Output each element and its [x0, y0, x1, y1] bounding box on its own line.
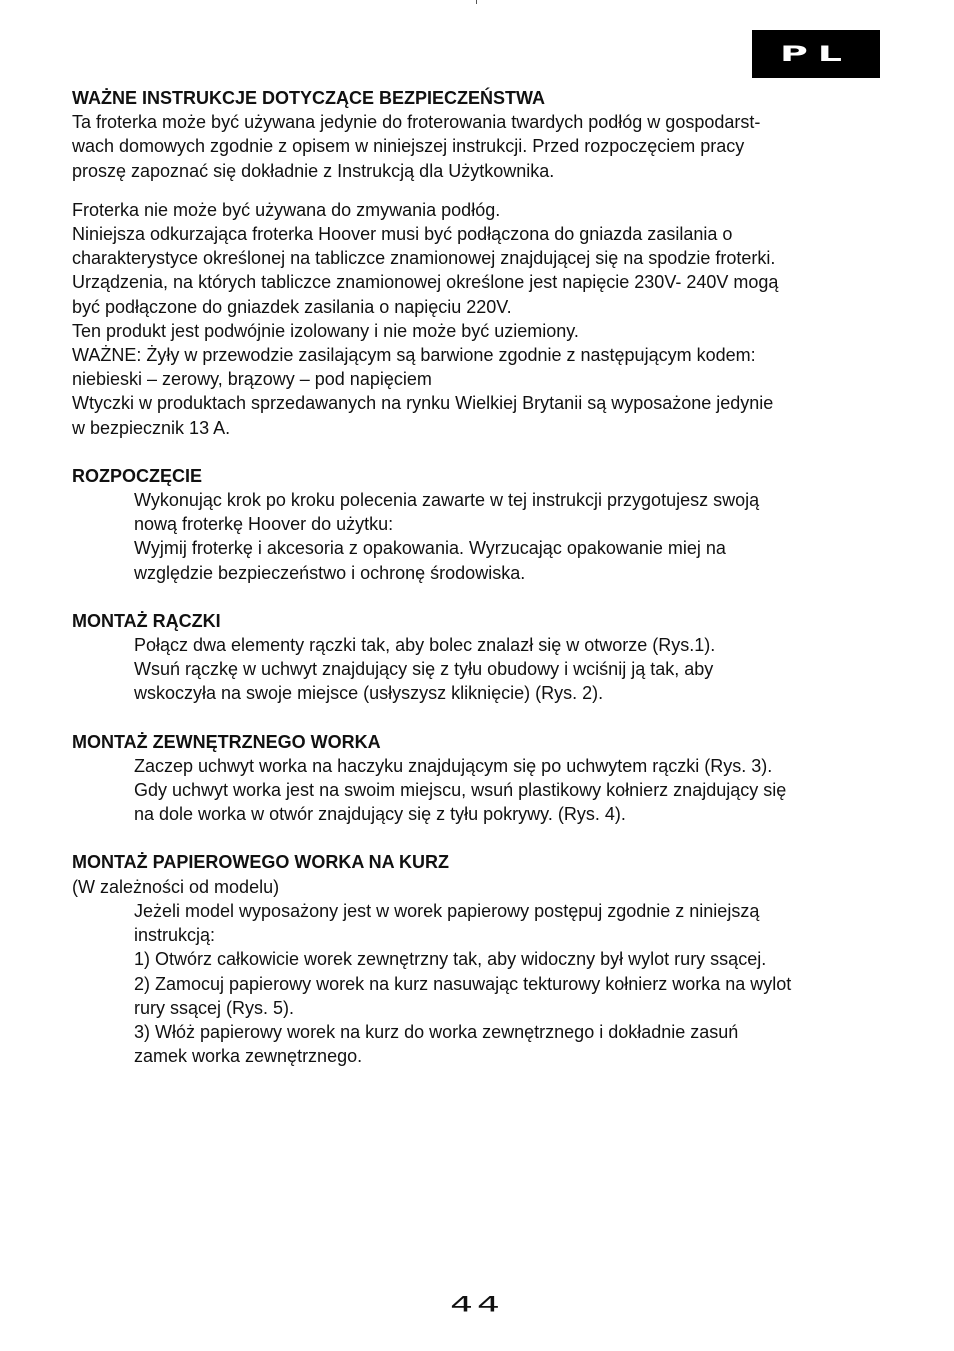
section-heading-outer-bag: MONTAŻ ZEWNĘTRZNEGO WORKA: [72, 731, 381, 752]
text-line: względzie bezpieczeństwo i ochronę środowiska.: [134, 562, 526, 583]
section-heading-handle: MONTAŻ RĄCZKI: [72, 610, 221, 631]
section-subheading: (W zależności od modelu): [72, 876, 280, 897]
section-heading-safety: WAŻNE INSTRUKCJE DOTYCZĄCE BEZPIECZEŃSTWA: [72, 88, 546, 108]
text-line: Ta froterka może być używana jedynie do froterowania twardych podłóg w gospodarst-: [72, 112, 761, 133]
document-body: [72, 86, 882, 1068]
text-line: proszę zapoznać się dokładnie z Instrukcją dla Użytkownika.: [72, 160, 555, 181]
section-heading-start: ROZPOCZĘCIE: [72, 465, 203, 486]
text-line: Froterka nie może być używana do zmywania podłóg.: [72, 199, 501, 220]
section-heading-paper-bag: MONTAŻ PAPIEROWEGO WORKA NA KURZ: [72, 852, 449, 873]
text-line: charakterystyce określonej na tabliczce znamionowej znajdującej się na spodzie froterki.: [72, 248, 776, 269]
text-line: instrukcją:: [134, 925, 216, 946]
language-badge-label: PL: [779, 41, 853, 67]
text-line: być podłączone do gniazdek zasilania o napięciu 220V.: [72, 296, 512, 317]
text-line: Urządzenia, na których tabliczce znamionowej określone jest napięcie 230V- 240V mogą: [72, 272, 779, 293]
text-line: 2) Zamocuj papierowy worek na kurz nasuwając tekturowy kołnierz worka na wylot: [134, 973, 792, 994]
section-body-start: [72, 488, 882, 585]
text-line: rury ssącej (Rys. 5).: [134, 997, 295, 1018]
text-line: nową froterkę Hoover do użytku:: [134, 514, 394, 535]
text-line: Wyjmij froterkę i akcesoria z opakowania. Wyrzucając opakowanie miej na: [134, 538, 726, 559]
section-body-paper-bag: [72, 899, 882, 1068]
section-body-outer-bag: [72, 754, 882, 827]
text-line: na dole worka w otwór znajdujący się z tyłu pokrywy. (Rys. 4).: [134, 804, 626, 825]
crop-mark: [476, 0, 477, 4]
text-line: Wykonując krok po kroku polecenia zawarte w tej instrukcji przygotujesz swoją: [134, 490, 760, 511]
text-line: Połącz dwa elementy rączki tak, aby bolec znalazł się w otworze (Rys.1).: [134, 635, 716, 656]
text-line: WAŻNE: Żyły w przewodzie zasilającym są barwione zgodnie z następującym kodem:: [72, 345, 756, 366]
text-line: Wtyczki w produktach sprzedawanych na rynku Wielkiej Brytanii są wyposażone jedynie: [72, 393, 774, 414]
text-line: Ten produkt jest podwójnie izolowany i nie może być uziemiony.: [72, 320, 579, 341]
text-line: Jeżeli model wyposażony jest w worek papierowy postępuj zgodnie z niniejszą: [134, 900, 760, 921]
text-line: Gdy uchwyt worka jest na swoim miejscu, wsuń plastikowy kołnierz znajdujący się: [134, 780, 787, 801]
text-line: niebieski – zerowy, brązowy – pod napięciem: [72, 369, 432, 390]
page-number: 44: [450, 1292, 504, 1317]
text-line: Wsuń rączkę w uchwyt znajdujący się z tyłu obudowy i wciśnij ją tak, aby: [134, 659, 714, 680]
text-line: zamek worka zewnętrznego.: [134, 1046, 363, 1067]
text-line: wach domowych zgodnie z opisem w niniejszej instrukcji. Przed rozpoczęciem pracy: [72, 136, 745, 157]
text-line: Niniejsza odkurzająca froterka Hoover musi być podłączona do gniazda zasilania o: [72, 224, 733, 245]
text-line: 1) Otwórz całkowicie worek zewnętrzny tak, aby widoczny był wylot rury ssącej.: [134, 949, 767, 970]
section-body-handle: [72, 633, 882, 706]
text-line: Zaczep uchwyt worka na haczyku znajdującym się po uchwytem rączki (Rys. 3).: [134, 755, 773, 776]
text-line: wskoczyła na swoje miejsce (usłyszysz kliknięcie) (Rys. 2).: [134, 683, 604, 704]
text-line: w bezpiecznik 13 A.: [72, 417, 231, 438]
language-badge: [752, 30, 880, 78]
text-line: 3) Włóż papierowy worek na kurz do worka zewnętrznego i dokładnie zasuń: [134, 1021, 739, 1042]
